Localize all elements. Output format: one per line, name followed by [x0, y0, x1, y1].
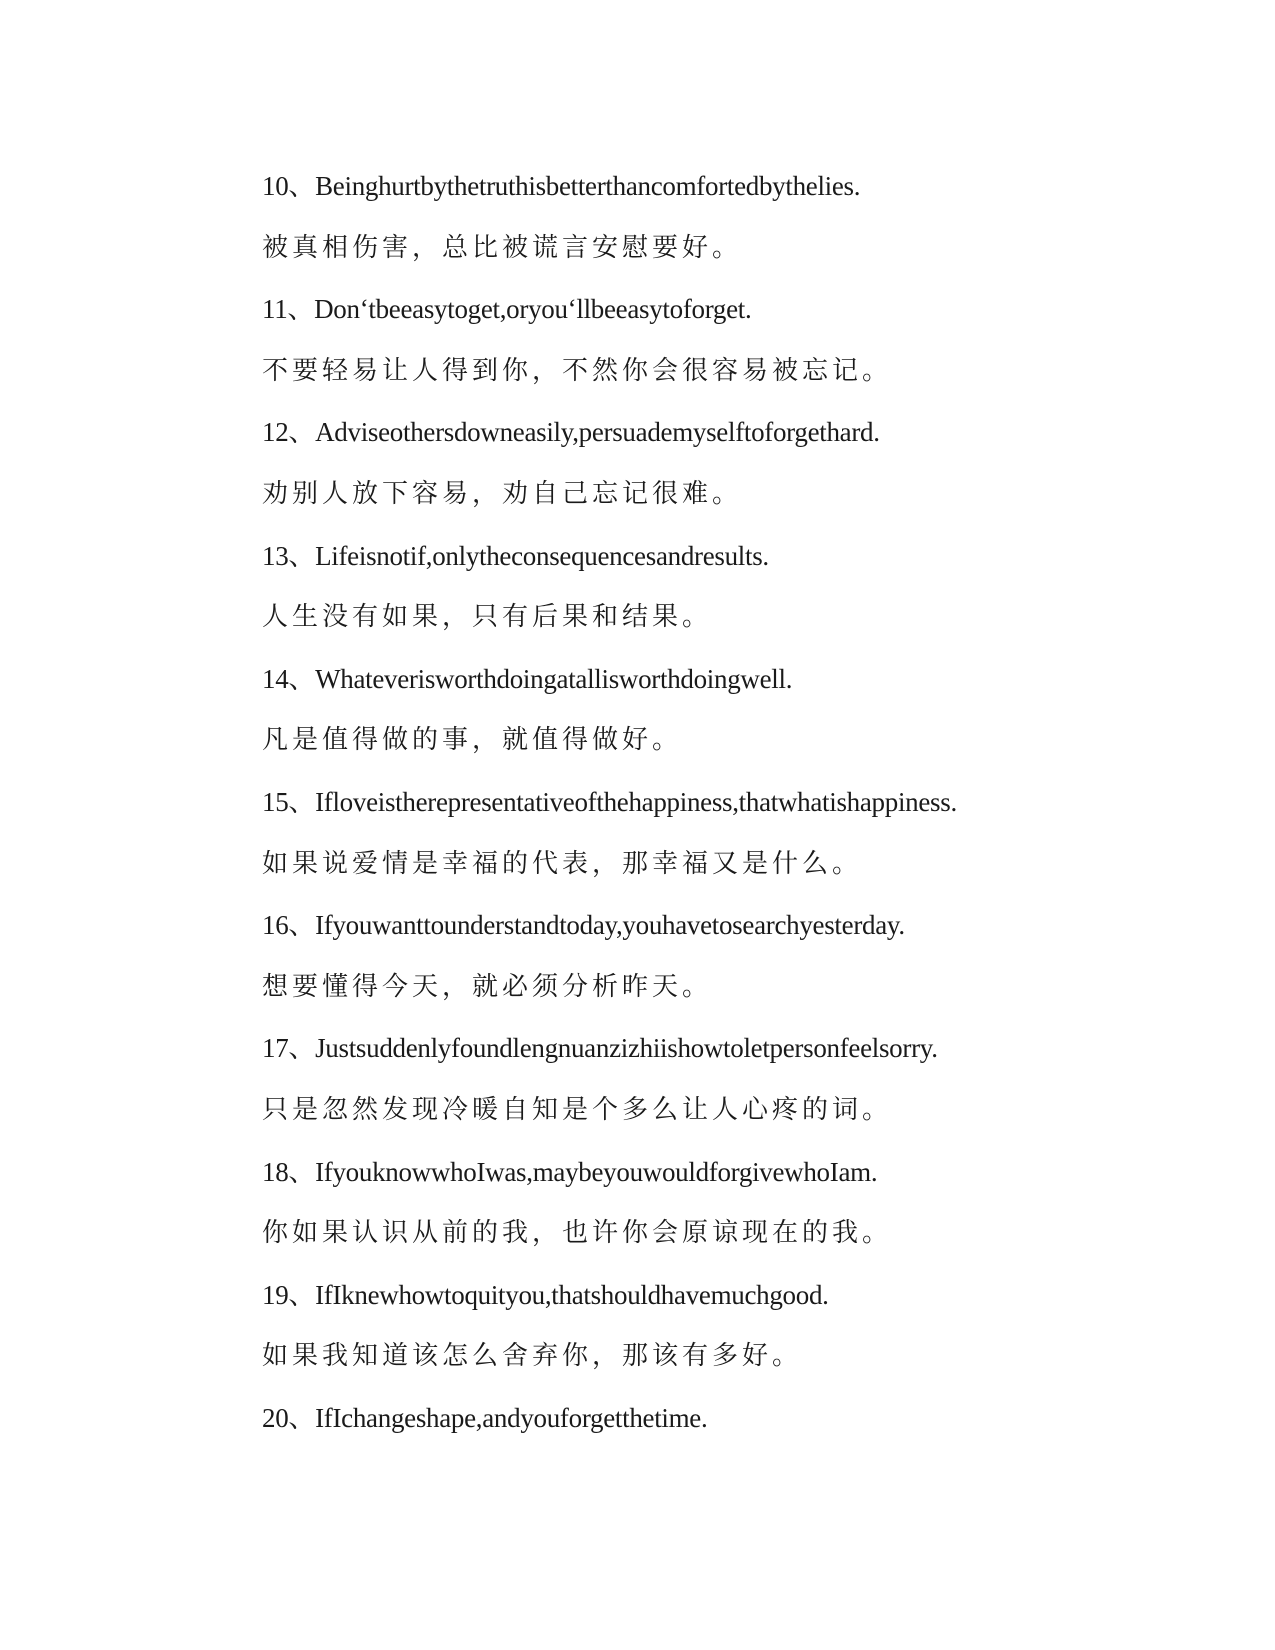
chinese-translation-12: 劝别人放下容易，劝自己忘记很难。: [262, 478, 743, 509]
chinese-translation-17: 只是忽然发现冷暖自知是个多么让人心疼的词。: [262, 1094, 893, 1125]
chinese-translation-19: 如果我知道该怎么舍弃你，那该有多好。: [262, 1341, 803, 1372]
english-quote-14: 14、Whateverisworthdoingatallisworthdoingwell.: [262, 663, 793, 694]
english-quote-20: 20、IfIchangeshape,andyouforgetthetime.: [262, 1402, 708, 1433]
chinese-translation-11: 不要轻易让人得到你，不然你会很容易被忘记。: [262, 355, 893, 386]
chinese-translation-10: 被真相伤害，总比被谎言安慰要好。: [262, 232, 743, 263]
english-quote-16: 16、Ifyouwanttounderstandtoday,youhavetosearchyesterday.: [262, 910, 905, 941]
english-quote-18: 18、IfyouknowwhoIwas,maybeyouwouldforgivewhoIam.: [262, 1156, 878, 1187]
english-quote-17: 17、Justsuddenlyfoundlengnuanzizhiishowtoletpersonfeelsorry.: [262, 1033, 938, 1064]
english-quote-13: 13、Lifeisnotif,onlytheconsequencesandresults.: [262, 540, 769, 571]
english-quote-15: 15、Ifloveistherepresentativeofthehappiness,thatwhatishappiness.: [262, 786, 957, 817]
english-quote-19: 19、IfIknewhowtoquityou,thatshouldhavemuchgood.: [262, 1279, 829, 1310]
quote-list: [262, 166, 1162, 1459]
english-quote-12: 12、Adviseothersdowneasily,persuademyselftoforgethard.: [262, 417, 880, 448]
chinese-translation-15: 如果说爱情是幸福的代表，那幸福又是什么。: [262, 848, 863, 879]
chinese-translation-18: 你如果认识从前的我，也许你会原谅现在的我。: [262, 1218, 893, 1249]
chinese-translation-14: 凡是值得做的事，就值得做好。: [262, 725, 683, 756]
chinese-translation-16: 想要懂得今天，就必须分析昨天。: [262, 971, 713, 1002]
chinese-translation-13: 人生没有如果，只有后果和结果。: [262, 602, 713, 633]
english-quote-11: 11、Don‘tbeeasytoget,oryou‘llbeeasytoforget.: [262, 294, 752, 325]
english-quote-10: 10、Beinghurtbythetruthisbetterthancomfortedbythelies.: [262, 171, 861, 201]
